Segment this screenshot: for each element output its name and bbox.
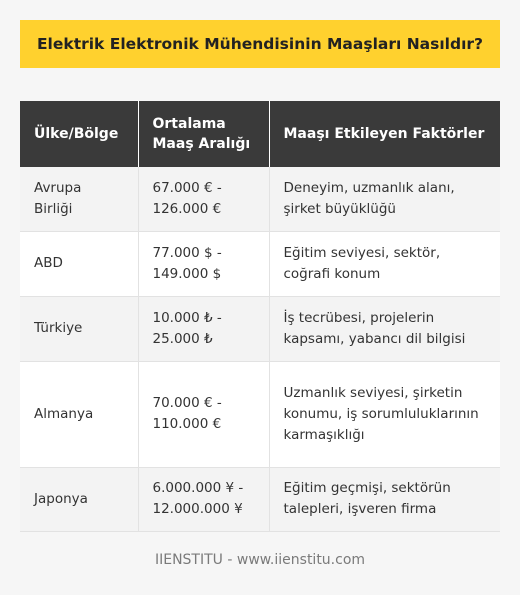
- cell-salary: 6.000.000 ¥ - 12.000.000 ¥: [138, 467, 269, 531]
- table-row: [20, 231, 500, 296]
- cell-factors: Uzmanlık seviyesi, şirketin konumu, iş sorumluluklarının karmaşıklığı: [269, 361, 500, 467]
- footer-credit: IIENSTITU - www.iienstitu.com: [154, 552, 366, 568]
- table-row: [20, 361, 500, 467]
- header-factors: Maaşı Etkileyen Faktörler: [269, 101, 500, 167]
- table-row: [20, 467, 500, 531]
- page-title: Elektrik Elektronik Mühendisinin Maaşları Nasıldır?: [20, 20, 500, 68]
- table-header-row: [20, 101, 500, 167]
- cell-region: Türkiye: [20, 296, 138, 361]
- table-row: [20, 167, 500, 231]
- cell-factors: İş tecrübesi, projelerin kapsamı, yabancı dil bilgisi: [269, 296, 500, 361]
- cell-salary: 10.000 ₺ - 25.000 ₺: [138, 296, 269, 361]
- cell-salary: 67.000 € - 126.000 €: [138, 167, 269, 231]
- cell-region: Avrupa Birliği: [20, 167, 138, 231]
- cell-salary: 77.000 $ - 149.000 $: [138, 231, 269, 296]
- cell-region: Almanya: [20, 361, 138, 467]
- cell-factors: Eğitim geçmişi, sektörün talepleri, işveren firma: [269, 467, 500, 531]
- cell-region: Japonya: [20, 467, 138, 531]
- header-region: Ülke/Bölge: [20, 101, 138, 167]
- cell-region: ABD: [20, 231, 138, 296]
- salary-table: [20, 101, 500, 532]
- header-salary-range: Ortalama Maaş Aralığı: [138, 101, 269, 167]
- cell-factors: Deneyim, uzmanlık alanı, şirket büyüklüğü: [269, 167, 500, 231]
- cell-factors: Eğitim seviyesi, sektör, coğrafi konum: [269, 231, 500, 296]
- table-row: [20, 296, 500, 361]
- cell-salary: 70.000 € - 110.000 €: [138, 361, 269, 467]
